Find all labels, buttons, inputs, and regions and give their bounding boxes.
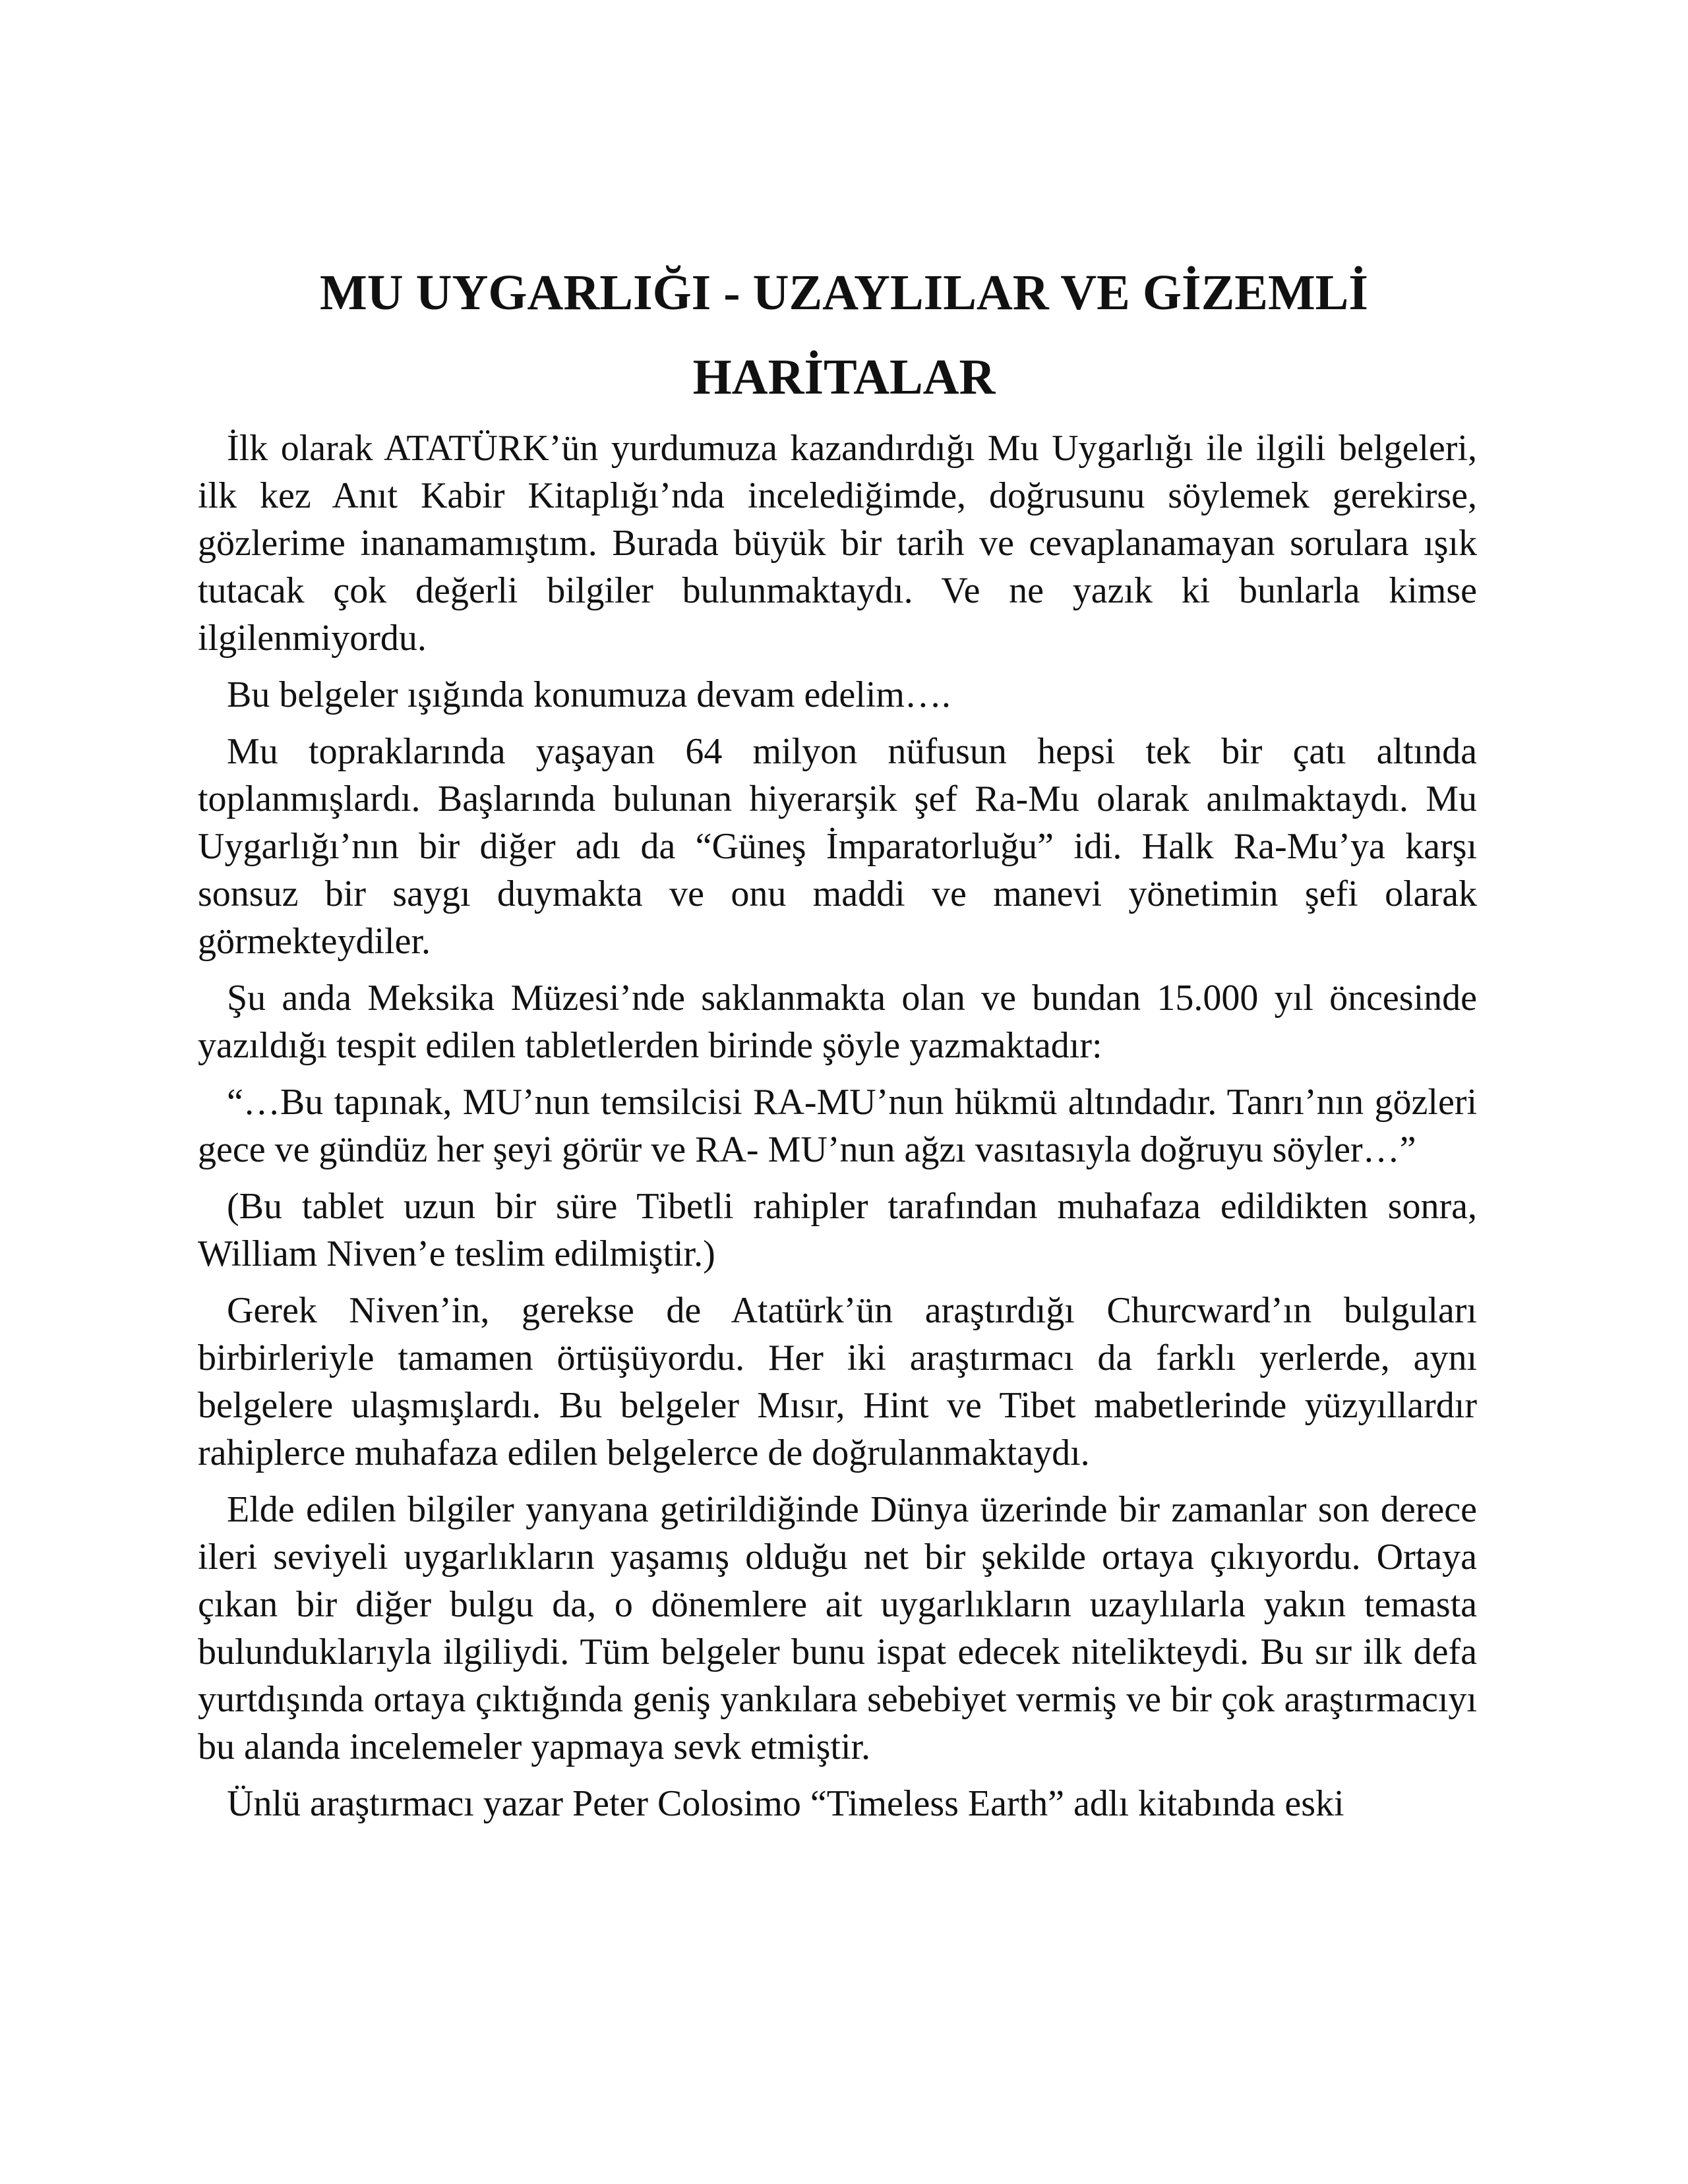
paragraph: Şu anda Meksika Müzesi’nde saklanmakta olan ve bundan 15.000 yıl öncesinde yazıldığı tespit edilen tabletlerden birinde şöyle yazmaktadır: (198, 978, 1477, 1066)
paragraph: Bu belgeler ışığında konumuza devam edelim…. (227, 674, 951, 715)
paragraph: Elde edilen bilgiler yanyana getirildiğinde Dünya üzerinde bir zamanlar son derece ileri seviyeli uygarlıkların yaşamış olduğu net bir şekilde ortaya çıkıyordu. Ortaya çıkan bir diğer bulgu da, o dönemlere ait uygarlıkların uzaylılarla yakın temasta bulunduklarıyla ilgiliydi. Tüm belgeler bunu ispat edecek nitelikteydi. Bu sır ilk defa yurtdışında ortaya çıktığında geniş yankılara sebebiyet vermiş ve bir çok araştırmacıyı bu alanda incelemeler yapmaya sevk etmiştir. (198, 1489, 1477, 1767)
paragraph: (Bu tablet uzun bir süre Tibetli rahipler tarafından muhafaza edildikten sonra, William Niven’e teslim edilmiştir.) (198, 1186, 1477, 1274)
body-text (198, 425, 1477, 1837)
paragraph: Mu topraklarında yaşayan 64 milyon nüfusun hepsi tek bir çatı altında toplanmışlardı. Başlarında bulunan hiyerarşik şef Ra-Mu olarak anılmaktaydı. Mu Uygarlığı’nın bir diğer adı da “Güneş İmparatorluğu” idi. Halk Ra-Mu’ya karşı sonsuz bir saygı duymakta ve onu maddi ve manevi yönetimin şefi olarak görmekteydiler. (198, 731, 1477, 962)
paragraph: Gerek Niven’in, gerekse de Atatürk’ün araştırdığı Churcward’ın bulguları birbirleriyle tamamen örtüşüyordu. Her iki araştırmacı da farklı yerlerde, aynı belgelere ulaşmışlardı. Bu belgeler Mısır, Hint ve Tibet mabetlerinde yüzyıllardır rahiplerce muhafaza edilen belgelerce de doğrulanmaktaydı. (198, 1290, 1477, 1473)
page-title: MU UYGARLIĞI - UZAYLILAR VE GİZEMLİ HARİTALAR (320, 265, 1368, 405)
paragraph: İlk olarak ATATÜRK’ün yurdumuza kazandırdığı Mu Uygarlığı ile ilgili belgeleri, ilk kez Anıt Kabir Kitaplığı’nda incelediğimde, doğrusunu söylemek gerekirse, gözlerime inanamamıştım. Burada büyük bir tarih ve cevaplanamayan sorulara ışık tutacak çok değerli bilgiler bulunmaktaydı. Ve ne yazık ki bunlarla kimse ilgilenmiyordu. (198, 428, 1477, 659)
paragraph: Ünlü araştırmacı yazar Peter Colosimo “Timeless Earth” adlı kitabında eski (227, 1783, 1344, 1824)
quote-paragraph: “…Bu tapınak, MU’nun temsilcisi RA-MU’nun hükmü altındadır. Tanrı’nın gözleri gece ve gündüz her şeyi görür ve RA- MU’nun ağzı vasıtasıyla doğruyu söyler…” (198, 1082, 1477, 1170)
